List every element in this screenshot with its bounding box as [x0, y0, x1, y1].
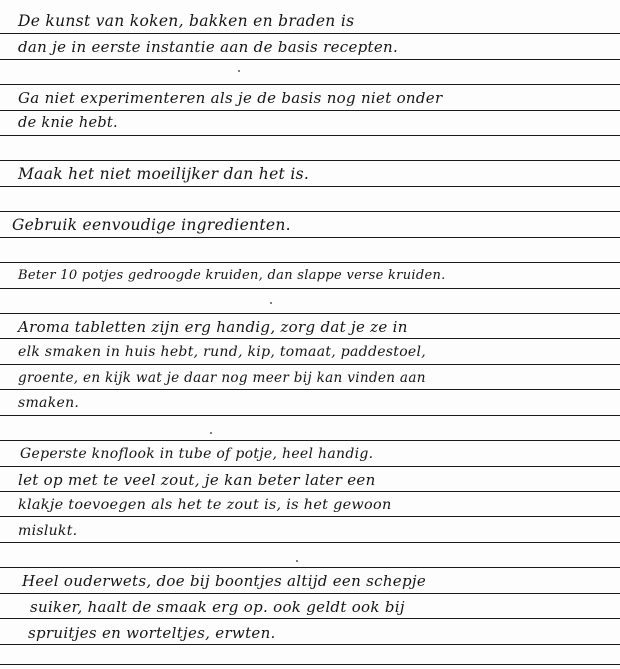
ruled-line — [0, 211, 620, 212]
ruled-line — [0, 516, 620, 517]
handwritten-line: groente, en kijk wat je daar nog meer bij kan vinden aan — [18, 370, 426, 386]
ruled-line — [0, 491, 620, 492]
scan-speck — [270, 302, 272, 304]
handwritten-line: Gebruik eenvoudige ingredienten. — [12, 216, 291, 234]
handwritten-line: Heel ouderwets, doe bij boontjes altijd een schepje — [22, 572, 426, 590]
ruled-line — [0, 110, 620, 111]
handwritten-line: Geperste knoflook in tube of potje, heel handig. — [20, 446, 374, 462]
handwritten-line: de knie hebt. — [18, 115, 118, 131]
ruled-line — [0, 567, 620, 568]
ruled-line — [0, 313, 620, 314]
ruled-line — [0, 288, 620, 289]
handwritten-line: mislukt. — [18, 523, 78, 539]
ruled-line — [0, 135, 620, 136]
ruled-line — [0, 338, 620, 339]
ruled-line — [0, 364, 620, 365]
scan-speck — [210, 432, 212, 434]
handwritten-line: De kunst van koken, bakken en braden is — [18, 12, 355, 30]
ruled-line — [0, 59, 620, 60]
ruled-line — [0, 84, 620, 85]
handwritten-line: suiker, haalt de smaak erg op. ook geldt ook bij — [30, 598, 405, 616]
ruled-line — [0, 33, 620, 34]
ruled-line — [0, 237, 620, 238]
ruled-line — [0, 440, 620, 441]
handwritten-line: Beter 10 potjes gedroogde kruiden, dan slappe verse kruiden. — [18, 268, 446, 283]
handwritten-line: Maak het niet moeilijker dan het is. — [18, 165, 310, 183]
ruled-line — [0, 389, 620, 390]
handwritten-line: smaken. — [18, 395, 80, 411]
ruled-line — [0, 664, 620, 665]
ruled-line — [0, 262, 620, 263]
ruled-line — [0, 542, 620, 543]
handwritten-line: klakje toevoegen als het te zout is, is het gewoon — [18, 497, 392, 513]
handwritten-line: spruitjes en worteltjes, erwten. — [28, 624, 276, 642]
handwritten-line: Ga niet experimenteren als je de basis nog niet onder — [18, 89, 443, 107]
ruled-line — [0, 160, 620, 161]
ruled-line — [0, 644, 620, 645]
ruled-line — [0, 415, 620, 416]
ruled-line — [0, 593, 620, 594]
ruled-line — [0, 466, 620, 467]
scan-speck — [296, 560, 298, 562]
handwritten-line: Aroma tabletten zijn erg handig, zorg dat je ze in — [18, 318, 408, 336]
ruled-line — [0, 186, 620, 187]
handwritten-line: elk smaken in huis hebt, rund, kip, tomaat, paddestoel, — [18, 344, 427, 360]
handwritten-line: let op met te veel zout, je kan beter later een — [18, 471, 376, 489]
ruled-line — [0, 618, 620, 619]
scan-speck — [238, 70, 240, 72]
handwritten-line: dan je in eerste instantie aan de basis recepten. — [18, 38, 399, 56]
